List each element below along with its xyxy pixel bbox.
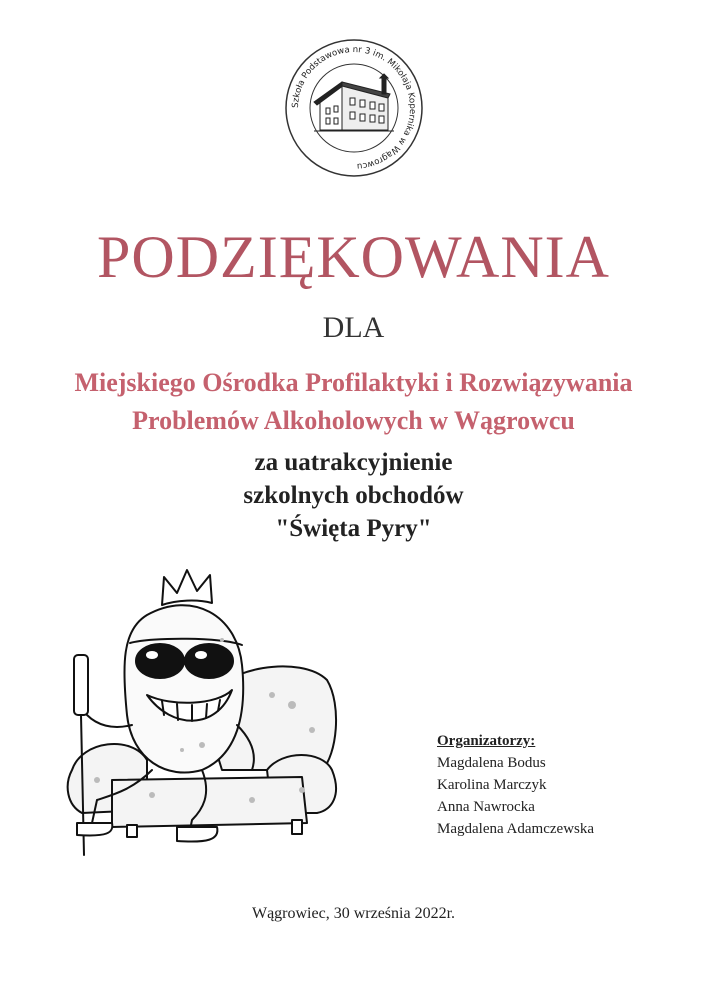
organizers-heading: Organizatorzy:: [437, 733, 536, 749]
seal-ring-text: Szkoła Podstawowa nr 3 im. Mikołaja Kopernika w Wągrowcu: [290, 44, 418, 171]
reason-line-2: szkolnych obchodów: [243, 482, 464, 509]
reason-line-1: za uatrakcyjnienie: [254, 449, 453, 476]
school-seal-logo: [284, 38, 424, 178]
organizer-name: Magdalena Adamczewska: [437, 821, 595, 837]
potato-king-illustration: [52, 555, 352, 865]
recipient-name: [0, 364, 707, 440]
organizer-name: Magdalena Bodus: [437, 755, 546, 771]
recipient-line-2: Problemów Alkoholowych w Wągrowcu: [132, 406, 575, 435]
reason-text: [0, 446, 707, 545]
organizers-block: [437, 730, 594, 840]
for-label: DLA: [322, 311, 385, 344]
place-and-date: Wągrowiec, 30 września 2022r.: [251, 905, 456, 922]
organizer-name: Anna Nawrocka: [437, 799, 535, 815]
reason-line-3: "Święta Pyry": [275, 515, 432, 542]
page-title: PODZIĘKOWANIA: [97, 224, 610, 290]
recipient-line-1: Miejskiego Ośrodka Profilaktyki i Rozwiązywania: [74, 368, 633, 397]
organizer-name: Karolina Marczyk: [437, 777, 547, 793]
